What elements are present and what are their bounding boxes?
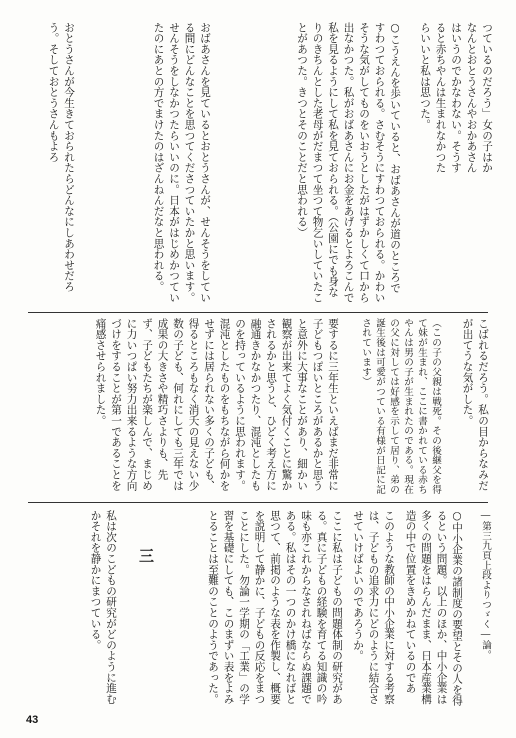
top-text-father-alive: おとうさんが今生きておられたらどんなにしあわせだろう。そしておとうさんもよろ: [47, 22, 75, 292]
bottom-text-small-business-issues: ○中小企業の諸制度の要望とその人を得るという問題。以上のほか、中小企業は多くの問題をはらんだまま、日本産業構造の中で位置をきめかねているのであ: [404, 510, 463, 706]
top-text-war-father: おばあさんを見ているとおとうさんが、せんそうをしている間にどんなことを思つてくださつていたかと思います。せんそうをしなかつたらいいのに。日本がはじめかつていたのにあとの方でまけたのはざんねんだなと思われる。: [152, 22, 211, 303]
bottom-text-waiting-research: 私は次のこどもの研究がどのように進むかそれを静かにまつている。: [89, 510, 117, 705]
divider-bottom: [28, 502, 488, 503]
middle-text-third-grade-summary: 要するに三年生といえばまだ非常に子どもつぽいところがあるかと思うと意外に大事なことがあり、細かい観察が出来てよく気付くことに驚かされるかと思うと、ひどく考え方に融通きかなかつたり、混沌としたものを持っているように思われます。混沌としたものをもちながら何かをせずには居られない多くの子ども、得るところもなく消夭の見えない少数の子ども、何れにしても三年では成果の大きさや精巧さよりも、先ず、子どもたちが楽しんで、まじめに力いつぱい努力出来るような方向づけをすることが第一であることを痛感させられました。: [94, 318, 339, 491]
top-text-opening: つているのだろう」女の子はかなんとおとうさんやおかあさんはいうのでかなわない。そうすると赤ちやんは生まれなかつたらいいと私は思つた。: [419, 22, 493, 174]
middle-text-tears: こばれるだろう。私の目からなみだが出てうな気がした。: [461, 318, 489, 491]
top-text-park-old-woman: ○こうえんを歩いていると、おばあさんが道のところですわつておられる。さむそうにすわつておられる。かわいそうな気がしてものをいおうとしたがはずかしくて口から出なかつた。私がおばあさんにお金をあげるとよろこんで私を見るようにして私を見ておられる。（公園にでも身なりのきちんとした老母がだまつて坐つて物乞いしていたことがあつた。きつとそのことだと思われる）: [296, 22, 401, 303]
bottom-continued-note: ―第三九頁上段よりつゞく―論。: [480, 510, 491, 660]
page-number: 43: [26, 714, 39, 726]
bottom-text-teacher-consideration: このような教師の中小企業に対する考察は、子どもの追求力にどのように結合させていけばよいのであろうか。: [352, 510, 395, 705]
section-heading-three: 三: [137, 548, 155, 565]
bottom-text-child-research: ここに私は子どもの問題体制の研究がある。真に子どもの経験を育てる知識の吟味も亦これからなされねばならぬ課題である。私はその一つのかけ橋になればと思つて、前掲のような表を作製し、概要を説明して静かに、子どもの反応をまつことにした。勿論一学期の「工業」の学習を基礎にしても、このまずい表をよみとることは至難のことのようであった。: [207, 510, 343, 705]
divider-top: [28, 312, 488, 313]
middle-note-war-dead-father: （この子の父親は戦死。その後継父を得て妹が生まれ、ここに書かれている赤ちやんは男の子が生まれたのである。現在の父に対しては好感を示して居り、弟の誕生後は可愛がつている有様が日記に記されています）: [360, 318, 441, 495]
